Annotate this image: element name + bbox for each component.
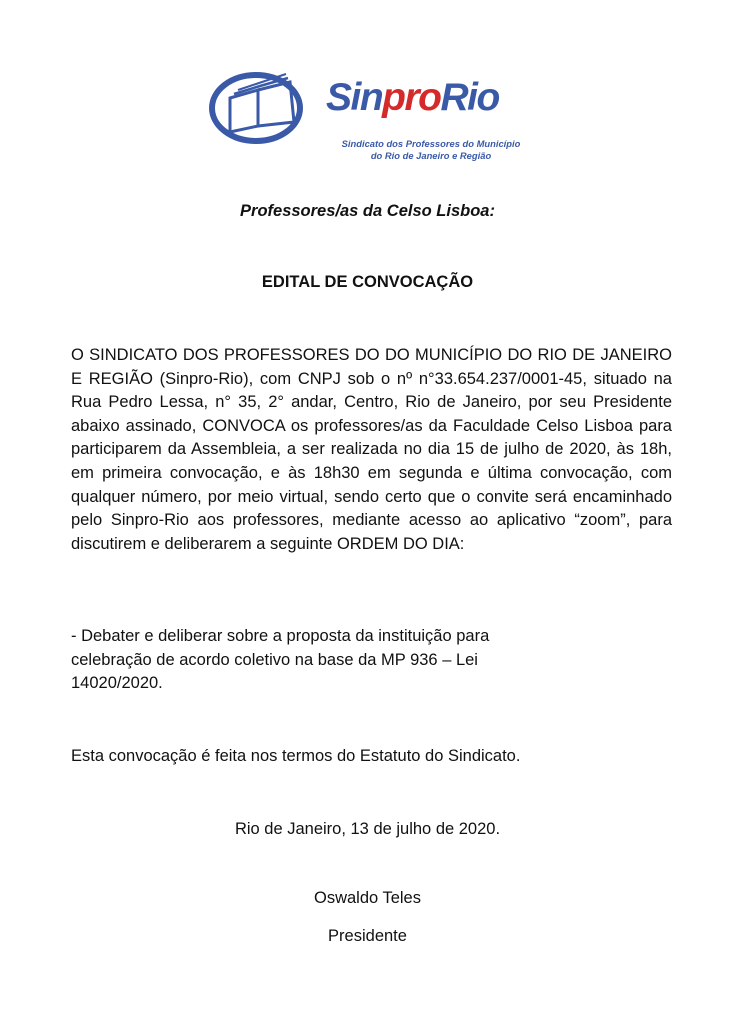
signer-role: Presidente — [328, 927, 407, 945]
statute-note: Esta convocação é feita nos termos do Estatuto do Sindicato. — [71, 747, 521, 765]
signer-name: Oswaldo Teles — [313, 889, 421, 907]
addressee-heading: Professores/as da Celso Lisboa: — [240, 202, 495, 220]
logo-subtitle — [326, 138, 536, 162]
place-and-date: Rio de Janeiro, 13 de julho de 2020. — [234, 820, 501, 838]
logo-subtitle-line-2: do Rio de Janeiro e Região — [370, 150, 492, 161]
document-title: EDITAL DE CONVOCAÇÃO — [261, 273, 474, 291]
open-book-icon — [208, 68, 318, 148]
logo-subtitle-line-1: Sindicato dos Professores do Município — [341, 138, 521, 149]
convocation-paragraph: O SINDICATO DOS PROFESSORES DO DO MUNICÍPIO DO RIO DE JANEIRO E REGIÃO (Sinpro-Rio), com CNPJ sob o nº n°33.654.237/0001-45, situado na Rua Pedro Lessa, n° 35, 2° andar, Centro, Rio de Janeiro, por seu Presidente abaixo assinado, CONVOCA os professores/as da Faculdade Celso Lisboa para participarem da Assembleia, a ser realizada no dia 15 de julho de 2020, às 18h, em primeira convocação, e às 18h30 em segunda e última convocação, com qualquer número, por meio virtual, sendo certo que o convite será encaminhado pelo Sinpro-Rio aos professores, mediante acesso ao aplicativo “zoom”, para discutirem e deliberarem a seguinte ORDEM DO DIA: — [71, 346, 672, 553]
logo-word-sin: Sin — [326, 76, 383, 119]
agenda-item — [71, 625, 672, 696]
logo-word-pro: pro — [382, 76, 441, 119]
agenda-line-1: - Debater e deliberar sobre a proposta da instituição para — [71, 627, 490, 645]
logo-word-rio: Rio — [440, 76, 499, 119]
sinpro-rio-logo — [208, 68, 528, 168]
agenda-line-3: 14020/2020. — [71, 674, 163, 693]
logo-wordmark — [326, 76, 499, 120]
agenda-line-2: celebração de acordo coletivo na base da MP 936 – Lei — [71, 650, 478, 669]
